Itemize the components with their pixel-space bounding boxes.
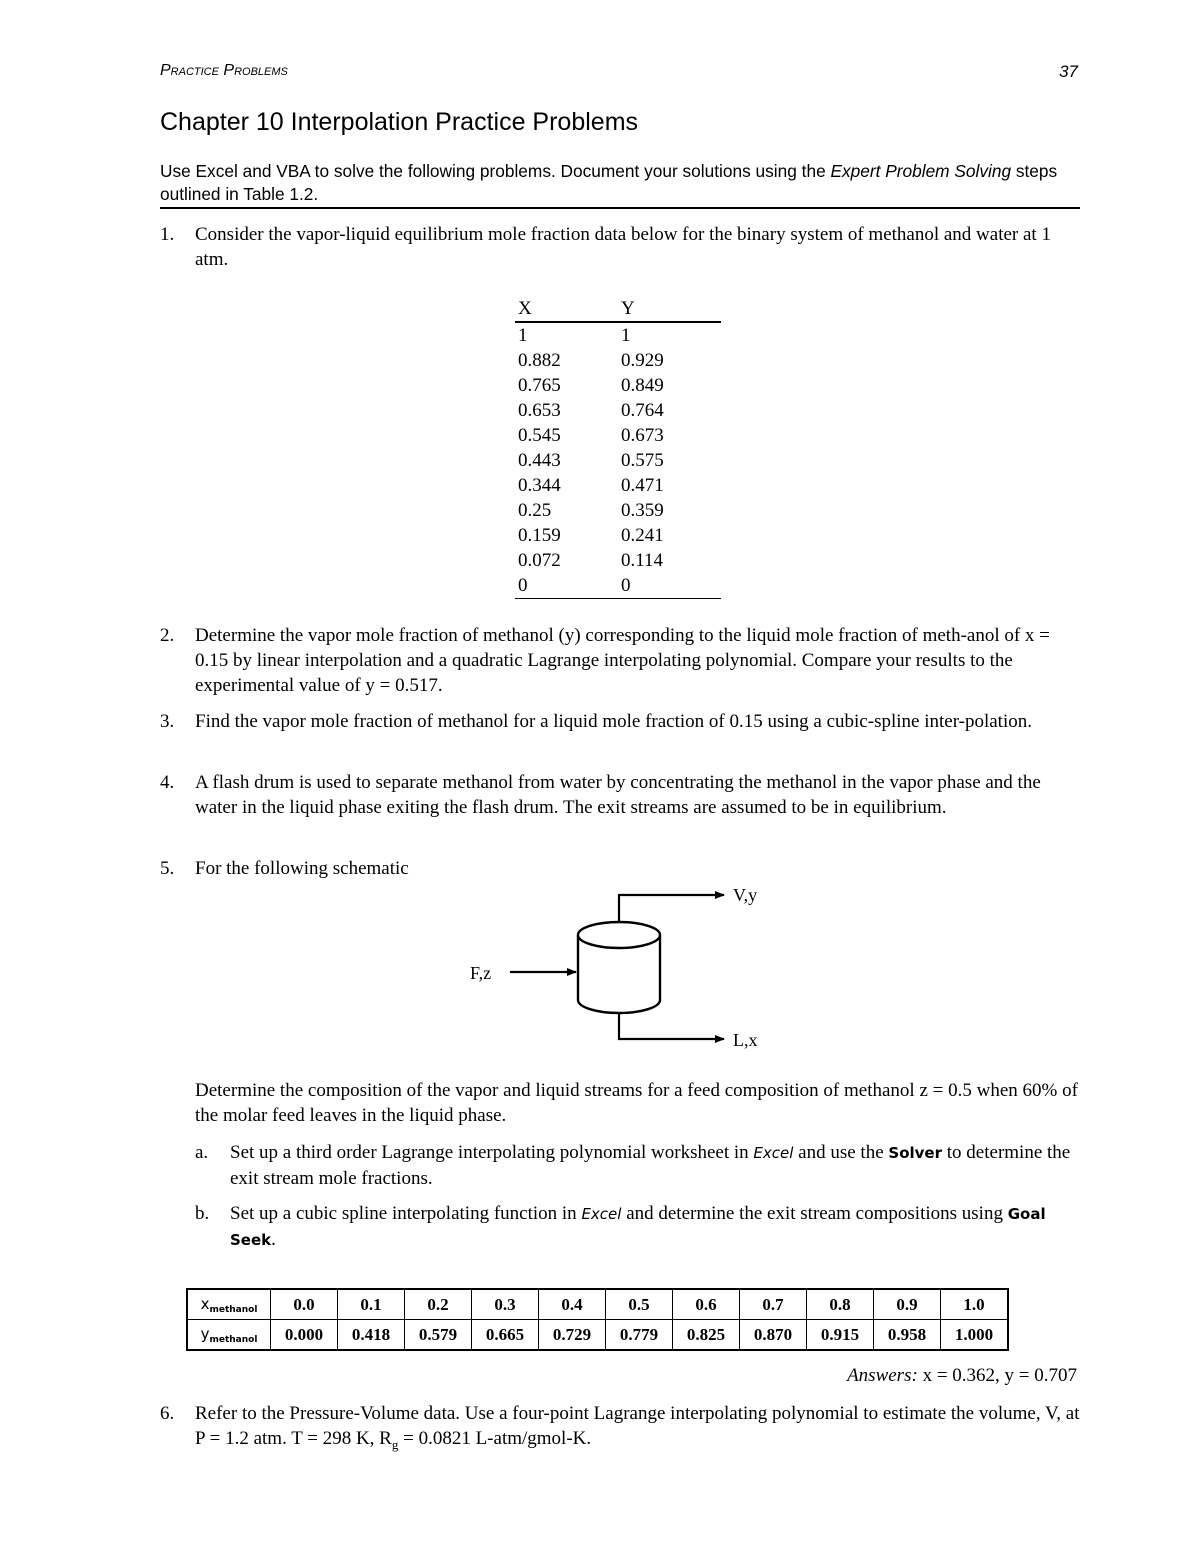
gas-constant-subscript: g <box>391 1436 399 1452</box>
table-header-row <box>515 296 721 322</box>
x-subscript: methanol <box>209 1304 258 1315</box>
subitem-label: a. <box>195 1142 209 1163</box>
problem-text-part: Refer to the Pressure-Volume data. Use a four-point Lagrange interpolating polynomial to estimate the volume, V, at P = 1.2 atm. T = 298 K, R <box>195 1403 1080 1449</box>
cell-x: 0.25 <box>518 499 552 521</box>
y-cell: 0.870 <box>740 1320 807 1351</box>
y-cell: 1.000 <box>941 1320 1009 1351</box>
column-header-x: X <box>518 297 532 319</box>
cell-y: 0.359 <box>621 499 664 521</box>
intro-emphasis: Expert Problem Solving <box>830 161 1012 181</box>
table-row <box>515 348 721 373</box>
problem-number: 5. <box>160 858 175 879</box>
problem-3 <box>160 709 1080 734</box>
answers-value: x = 0.362, y = 0.707 <box>917 1365 1077 1386</box>
cell-x: 0 <box>518 574 528 596</box>
y-label: y <box>200 1324 210 1343</box>
problem-2 <box>160 623 1080 698</box>
cell-y: 0.673 <box>621 424 664 446</box>
cell-x: 0.653 <box>518 399 561 421</box>
intro-text-end: steps outlined in Table 1.2. <box>160 161 1058 204</box>
vle-data-table <box>515 296 721 599</box>
x-cell: 0.7 <box>740 1289 807 1320</box>
x-row-header <box>187 1289 271 1320</box>
cell-y: 0.575 <box>621 449 664 471</box>
subitem-text-part: and use the <box>793 1142 889 1163</box>
intro-paragraph <box>160 160 1080 206</box>
x-cell: 0.9 <box>874 1289 941 1320</box>
cell-x: 0.545 <box>518 424 561 446</box>
problem-text-part: = 0.0821 L-atm/gmol-K. <box>398 1428 592 1449</box>
problem-number: 4. <box>160 772 175 793</box>
column-header-y: Y <box>621 297 635 319</box>
answers-label: Answers: <box>847 1365 918 1386</box>
problem-text: For the following schematic <box>195 858 409 879</box>
chapter-title: Chapter 10 Interpolation Practice Problems <box>160 108 639 136</box>
cell-x: 1 <box>518 324 528 346</box>
problem-number: 3. <box>160 711 175 732</box>
x-label: x <box>200 1294 210 1313</box>
excel-term: Excel <box>753 1144 794 1162</box>
header-rule <box>160 207 1080 209</box>
y-row-header <box>187 1320 271 1351</box>
x-cell: 0.2 <box>405 1289 472 1320</box>
subitem-text <box>230 1201 1080 1253</box>
y-subscript: methanol <box>209 1334 258 1345</box>
excel-term: Excel <box>581 1205 622 1223</box>
x-cell: 1.0 <box>941 1289 1009 1320</box>
table-row <box>515 548 721 573</box>
problem-5-followup <box>160 1078 1080 1128</box>
problem-text: Find the vapor mole fraction of methanol for a liquid mole fraction of 0.15 using a cubic-spline inter-polation. <box>195 711 1032 732</box>
y-row <box>187 1320 1008 1351</box>
x-cell: 0.8 <box>807 1289 874 1320</box>
cell-x: 0.765 <box>518 374 561 396</box>
x-cell: 0.4 <box>539 1289 606 1320</box>
problem-number: 1. <box>160 224 175 245</box>
cell-y: 0.764 <box>621 399 664 421</box>
solver-term: Solver <box>888 1144 943 1162</box>
cell-x: 0.159 <box>518 524 561 546</box>
flash-drum-schematic <box>460 880 800 1060</box>
subitem-a <box>195 1140 1080 1191</box>
problem-4 <box>160 770 1080 820</box>
running-title: Practice Problems <box>160 62 288 79</box>
problem-text <box>195 1401 1080 1457</box>
cell-y: 0.929 <box>621 349 664 371</box>
feed-label: F,z <box>470 963 492 983</box>
x-cell: 0.3 <box>472 1289 539 1320</box>
x-cell: 0.6 <box>673 1289 740 1320</box>
x-row <box>187 1289 1008 1320</box>
table-row <box>515 573 721 599</box>
problem-text: A flash drum is used to separate methanol from water by concentrating the methanol in the vapor phase and the water in the liquid phase exiting the flash drum. The exit streams are assumed to be in equilibrium. <box>195 772 1041 818</box>
x-cell: 0.0 <box>271 1289 338 1320</box>
intro-text: Use Excel and VBA to solve the following problems. Document your solutions using the <box>160 161 831 181</box>
table-row <box>515 473 721 498</box>
y-cell: 0.579 <box>405 1320 472 1351</box>
x-cell: 0.5 <box>606 1289 673 1320</box>
cell-y: 1 <box>621 324 631 346</box>
subitem-text-part: Set up a cubic spline interpolating function in <box>230 1203 582 1224</box>
problem-6 <box>160 1401 1080 1457</box>
x-cell: 0.1 <box>338 1289 405 1320</box>
problem-text: Determine the composition of the vapor and liquid streams for a feed composition of methanol z = 0.5 when 60% of the molar feed leaves in the liquid phase. <box>195 1080 1078 1126</box>
y-cell: 0.665 <box>472 1320 539 1351</box>
table-row <box>515 398 721 423</box>
flash-drum <box>578 922 660 1013</box>
problem-number: 6. <box>160 1403 175 1424</box>
y-cell: 0.825 <box>673 1320 740 1351</box>
cell-x: 0.882 <box>518 349 561 371</box>
subitem-text-part: Set up a third order Lagrange interpolating polynomial worksheet in <box>230 1142 754 1163</box>
liquid-outlet-arrow <box>619 1014 724 1039</box>
cell-x: 0.072 <box>518 549 561 571</box>
subitem-text-part: and determine the exit stream compositions using <box>621 1203 1008 1224</box>
goal-seek-term: Goal Seek <box>230 1205 1046 1249</box>
y-cell: 0.729 <box>539 1320 606 1351</box>
liquid-label: L,x <box>733 1030 758 1050</box>
problem-text: Determine the vapor mole fraction of methanol (y) corresponding to the liquid mole fraction of meth-anol of x = 0.15 by linear interpolation and a quadratic Lagrange interpolating polynomial. Compare your results to the experimental value of y = 0.517. <box>195 625 1050 696</box>
xy-data-table <box>186 1288 1009 1351</box>
problem-1 <box>160 222 1080 272</box>
table-row <box>515 322 721 348</box>
cell-y: 0.114 <box>621 549 664 571</box>
subitem-text <box>230 1140 1080 1191</box>
table-row <box>515 448 721 473</box>
problem-number: 2. <box>160 625 175 646</box>
table-row <box>515 423 721 448</box>
y-cell: 0.915 <box>807 1320 874 1351</box>
vapor-label: V,y <box>733 885 758 905</box>
y-cell: 0.418 <box>338 1320 405 1351</box>
cell-y: 0.241 <box>621 524 664 546</box>
cell-y: 0.471 <box>621 474 664 496</box>
table-row <box>515 373 721 398</box>
y-cell: 0.000 <box>271 1320 338 1351</box>
y-cell: 0.779 <box>606 1320 673 1351</box>
cell-x: 0.443 <box>518 449 561 471</box>
cell-y: 0.849 <box>621 374 664 396</box>
y-cell: 0.958 <box>874 1320 941 1351</box>
page-number: 37 <box>1059 62 1078 81</box>
problem-text: Consider the vapor-liquid equilibrium mole fraction data below for the binary system of methanol and water at 1 atm. <box>195 224 1051 270</box>
cell-x: 0.344 <box>518 474 561 496</box>
subitem-text-part: . <box>271 1229 276 1250</box>
answers-line <box>600 1365 1077 1387</box>
subitem-b <box>195 1201 1080 1253</box>
subitem-text-part: to determine the exit stream mole fractions. <box>230 1142 1071 1189</box>
problem-5 <box>160 856 1080 881</box>
subitem-label: b. <box>195 1203 210 1224</box>
table-row <box>515 498 721 523</box>
table-row <box>515 523 721 548</box>
cell-y: 0 <box>621 574 631 596</box>
